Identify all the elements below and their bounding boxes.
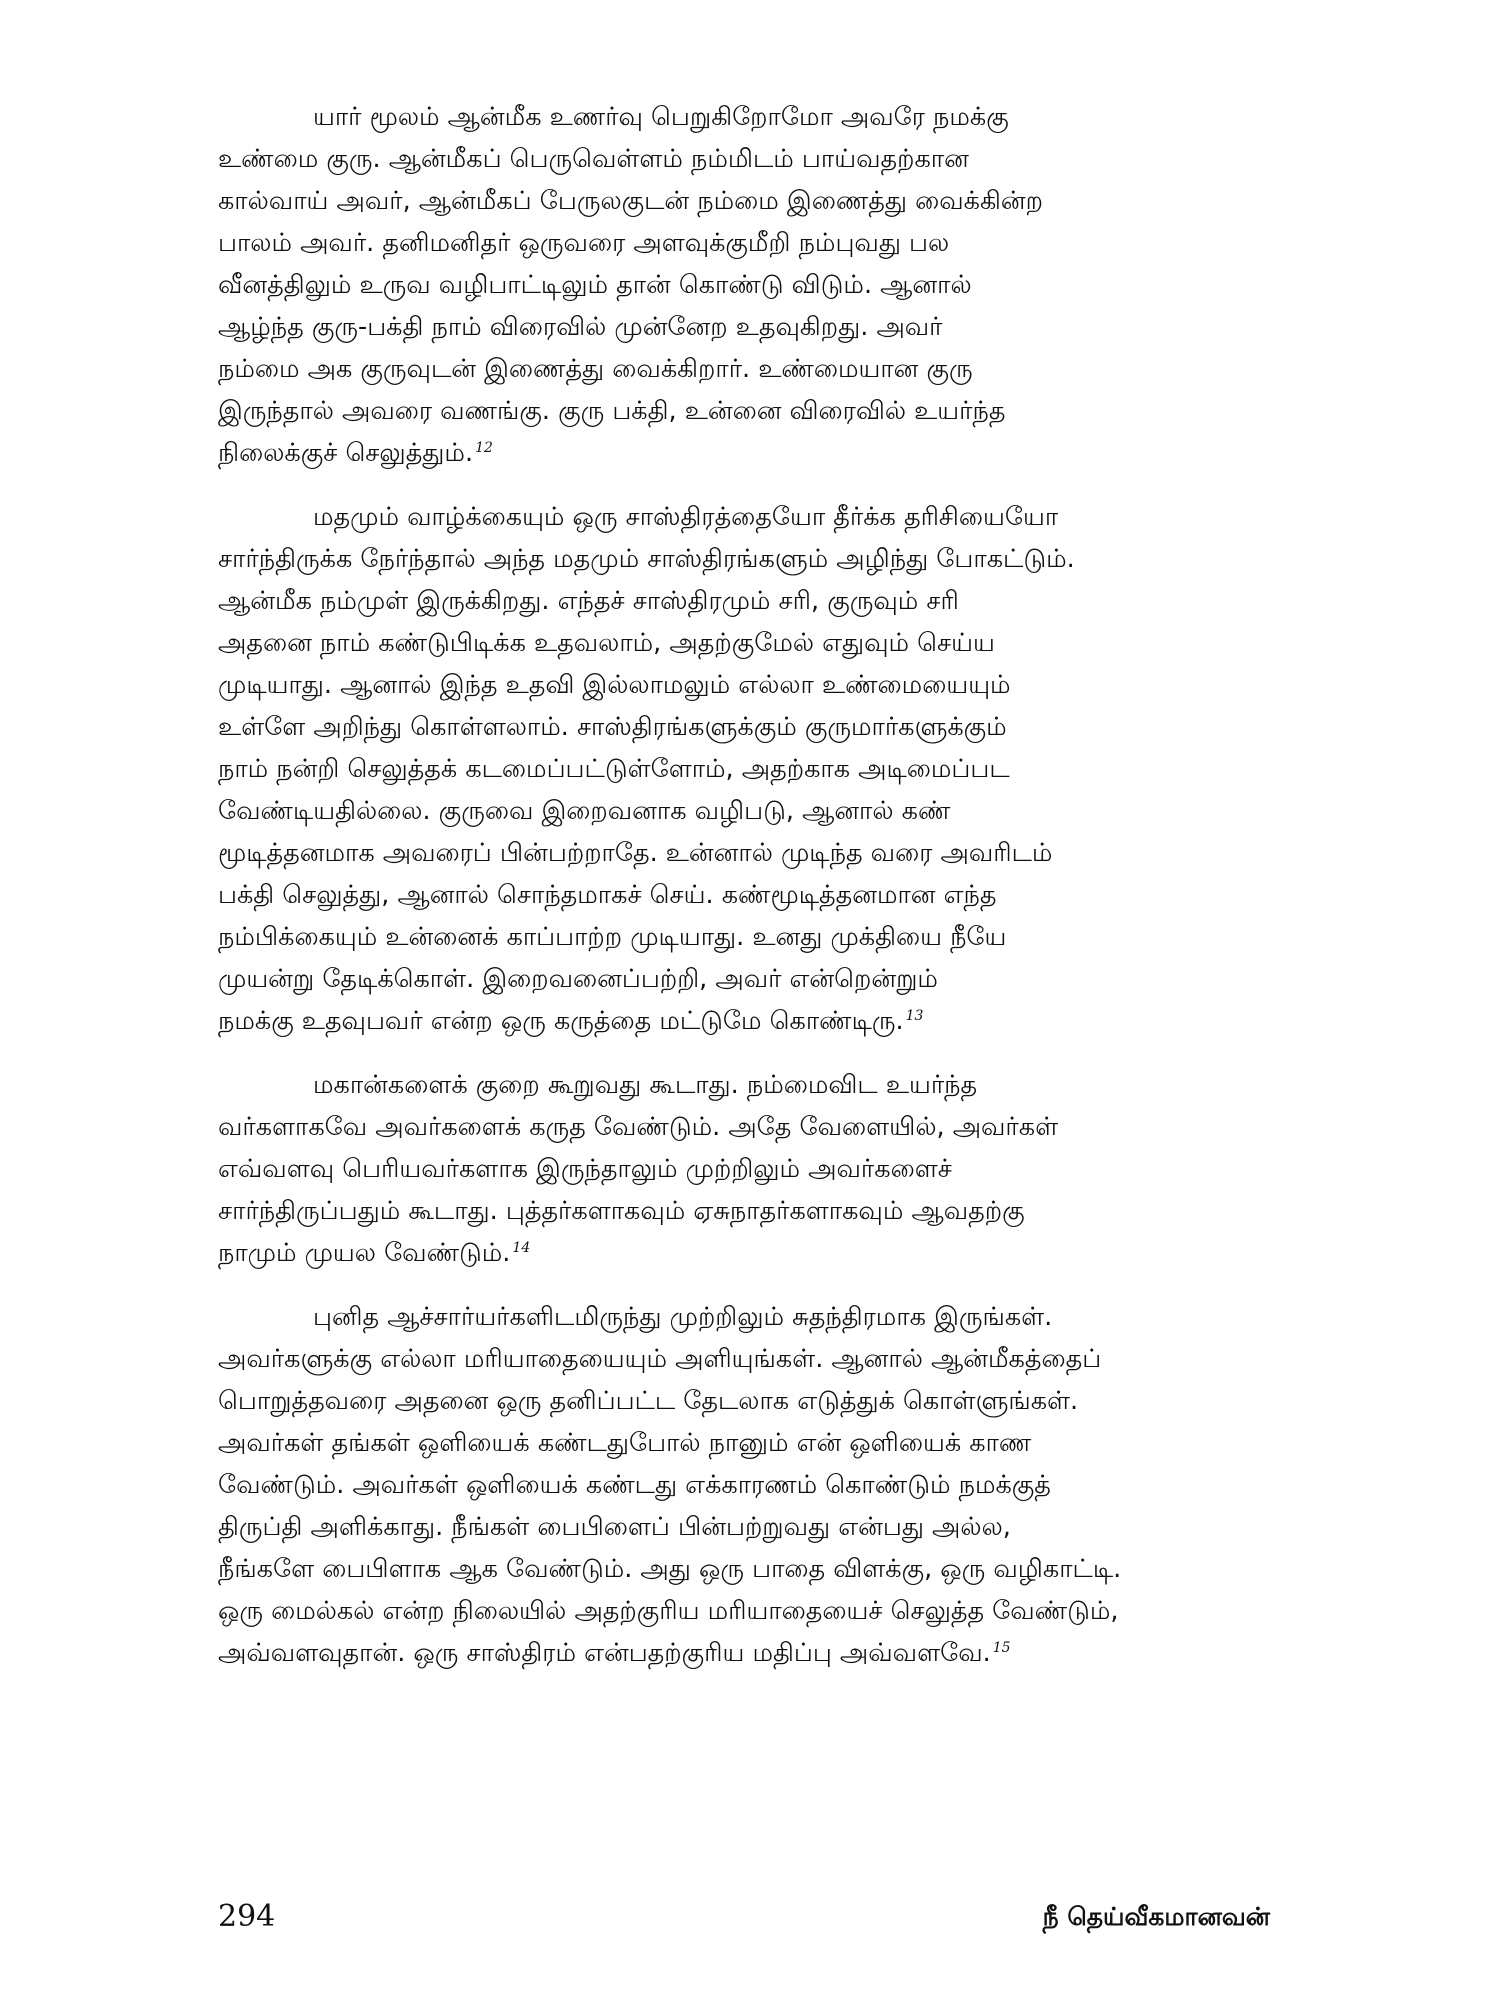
footnote-marker: 15 [992,1639,1011,1656]
text-line: மகான்களைக் குறை கூறுவது கூடாது. நம்மைவிட உயர்ந்த [313,1070,978,1100]
footnote-marker: 13 [905,1007,924,1024]
paragraph-1 [218,96,1270,474]
text-line-last [218,1632,1270,1674]
paragraph-3 [218,1064,1270,1274]
text-line-last [218,1232,1270,1274]
text-line: சார்ந்திருக்க நேர்ந்தால் அந்த மதமும் சாஸ்திரங்களும் அழிந்து போகட்டும். [218,544,1075,574]
page-footer [218,1895,1270,1939]
text-line: எவ்வளவு பெரியவர்களாக இருந்தாலும் முற்றிலும் அவர்களைச் [218,1154,952,1184]
text-line: பொறுத்தவரை அதனை ஒரு தனிப்பட்ட தேடலாக எடுத்துக் கொள்ளுங்கள். [218,1386,1079,1416]
text-line: நீங்களே பைபிளாக ஆக வேண்டும். அது ஒரு பாதை விளக்கு, ஒரு வழிகாட்டி. [218,1554,1122,1584]
text-line-content: நமக்கு உதவுபவர் என்ற ஒரு கருத்தை மட்டுமே கொண்டிரு. [218,1006,904,1036]
book-title: நீ தெய்வீகமானவன் [1042,1902,1270,1931]
text-line: கால்வாய் அவர், ஆன்மீகப் பேருலகுடன் நம்மை இணைத்து வைக்கின்ற [218,186,1043,216]
text-line: புனித ஆச்சார்யர்களிடமிருந்து முற்றிலும் சுதந்திரமாக இருங்கள். [313,1302,1053,1332]
text-line: வேண்டும். அவர்கள் ஒளியைக் கண்டது எக்காரணம் கொண்டும் நமக்குத் [218,1470,1051,1500]
text-line-content: அவ்வளவுதான். ஒரு சாஸ்திரம் என்பதற்குரிய மதிப்பு அவ்வளவே. [218,1638,991,1668]
text-line: ஆழ்ந்த குரு-பக்தி நாம் விரைவில் முன்னேற உதவுகிறது. அவர் [218,312,943,342]
page-body [218,96,1270,1696]
text-line: பக்தி செலுத்து, ஆனால் சொந்தமாகச் செய். கண்மூடித்தனமான எந்த [218,880,997,910]
text-line: வீனத்திலும் உருவ வழிபாட்டிலும் தான் கொண்டு விடும். ஆனால் [218,270,972,300]
text-line: நாம் நன்றி செலுத்தக் கடமைப்பட்டுள்ளோம், அதற்காக அடிமைப்பட [218,754,1010,784]
text-line-content: நாமும் முயல வேண்டும். [218,1238,511,1268]
text-line: உள்ளே அறிந்து கொள்ளலாம். சாஸ்திரங்களுக்கும் குருமார்களுக்கும் [218,712,1007,742]
text-line-content: நிலைக்குச் செலுத்தும். [218,438,474,468]
text-line: ஒரு மைல்கல் என்ற நிலையில் அதற்குரிய மரியாதையைச் செலுத்த வேண்டும், [218,1596,1119,1626]
text-line-last [218,432,1270,474]
text-line: பாலம் அவர். தனிமனிதர் ஒருவரை அளவுக்குமீறி நம்புவது பல [218,228,950,258]
text-line: முயன்று தேடிக்கொள். இறைவனைப்பற்றி, அவர் என்றென்றும் [218,964,938,994]
text-line: இருந்தால் அவரை வணங்கு. குரு பக்தி, உன்னை விரைவில் உயர்ந்த [218,396,1006,426]
text-line: மதமும் வாழ்க்கையும் ஒரு சாஸ்திரத்தையோ தீர்க்க தரிசியையோ [313,502,1059,532]
footnote-marker: 12 [475,439,493,456]
text-line: யார் மூலம் ஆன்மீக உணர்வு பெறுகிறோமோ அவரே நமக்கு [313,102,1009,132]
text-line: சார்ந்திருப்பதும் கூடாது. புத்தர்களாகவும் ஏசுநாதர்களாகவும் ஆவதற்கு [218,1196,1025,1226]
text-line: ஆன்மீக நம்முள் இருக்கிறது. எந்தச் சாஸ்திரமும் சரி, குருவும் சரி [218,586,959,616]
footnote-marker: 14 [512,1239,531,1256]
text-line: மூடித்தனமாக அவரைப் பின்பற்றாதே. உன்னால் முடிந்த வரை அவரிடம் [218,838,1053,868]
text-line: நம்பிக்கையும் உன்னைக் காப்பாற்ற முடியாது. உனது முக்தியை நீயே [218,922,1007,952]
text-line: வர்களாகவே அவர்களைக் கருத வேண்டும். அதே வேளையில், அவர்கள் [218,1112,1059,1142]
text-line: வேண்டியதில்லை. குருவை இறைவனாக வழிபடு, ஆனால் கண் [218,796,951,826]
text-line: அதனை நாம் கண்டுபிடிக்க உதவலாம், அதற்குமேல் எதுவும் செய்ய [218,628,995,658]
paragraph-2 [218,496,1270,1042]
text-line: நம்மை அக குருவுடன் இணைத்து வைக்கிறார். உண்மையான குரு [218,354,973,384]
text-line: உண்மை குரு. ஆன்மீகப் பெருவெள்ளம் நம்மிடம் பாய்வதற்கான [218,144,969,174]
text-line: முடியாது. ஆனால் இந்த உதவி இல்லாமலும் எல்லா உண்மையையும் [218,670,1011,700]
text-line-last [218,1000,1270,1042]
text-line: அவர்கள் தங்கள் ஒளியைக் கண்டதுபோல் நானும் என் ஒளியைக் காண [218,1428,1032,1458]
page-number: 294 [218,1899,276,1934]
text-line: திருப்தி அளிக்காது. நீங்கள் பைபிளைப் பின்பற்றுவது என்பது அல்ல, [218,1512,1011,1542]
paragraph-4 [218,1296,1270,1674]
text-line: அவர்களுக்கு எல்லா மரியாதையையும் அளியுங்கள். ஆனால் ஆன்மீகத்தைப் [218,1344,1102,1374]
